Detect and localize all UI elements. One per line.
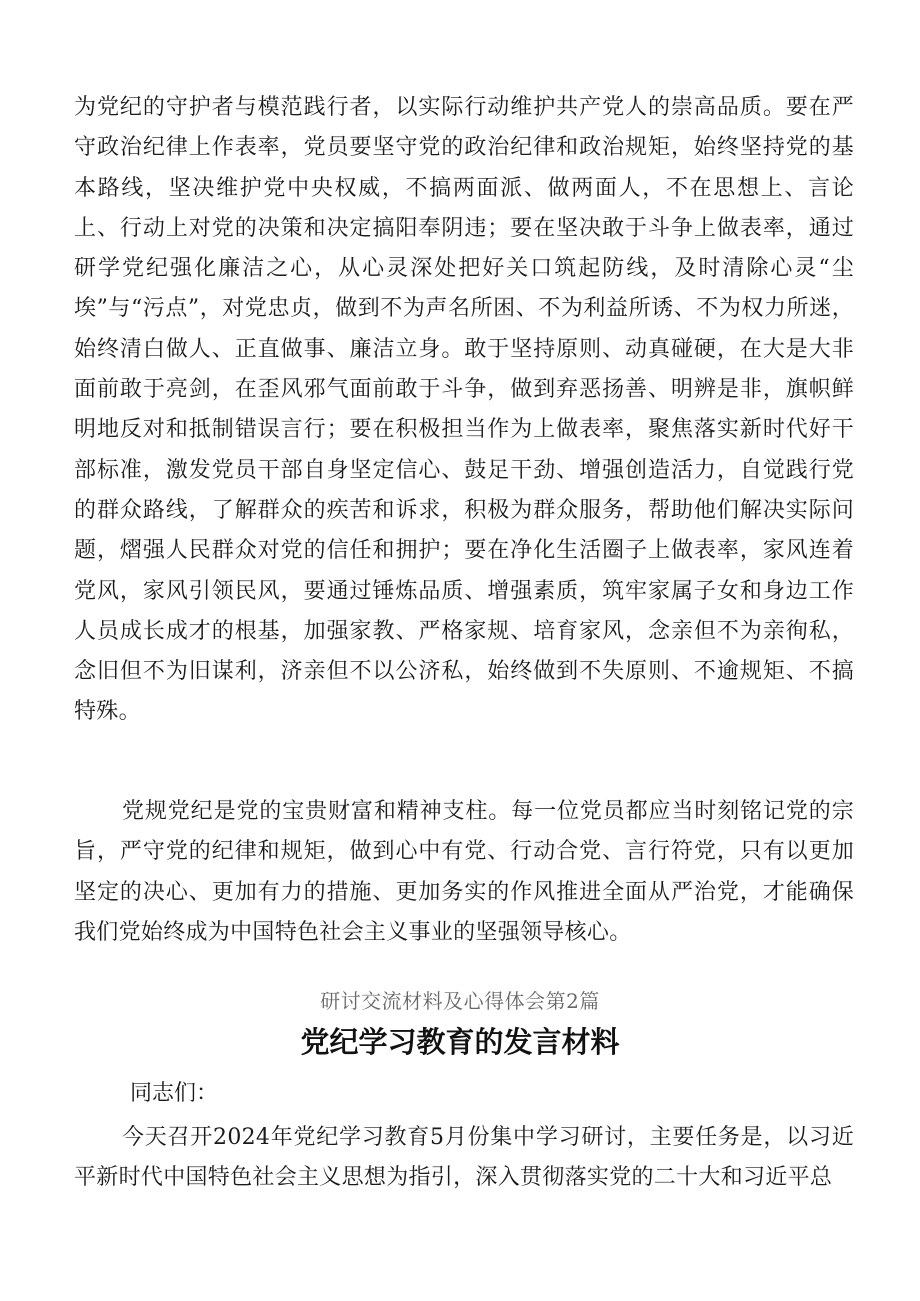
section-heading: 研讨交流材料及心得体会第2篇	[320, 989, 600, 1013]
salutation: 同志们：	[130, 1081, 219, 1106]
body-paragraph-1: 为党纪的守护者与模范践行者，以实际行动维护共产党人的崇高品质。要在严守政治纪律上作表率，党员要坚守党的政治纪律和政治规矩，始终坚持党的基本路线，坚决维护党中央权威，不搞两面派、做两面人，不在思想上、言论上、行动上对党的决策和决定搞阳奉阴违；要在坚决敢于斗争上做表率，通过研学党纪强化廉洁之心，从心灵深处把好关口筑起防线，及时清除心灵“尘埃”与“污点”，对党忠贞，做到不为声名所困、不为利益所诱、不为权力所迷，始终清白做人、正直做事、廉洁立身。敢于坚持原则、动真碰硬，在大是大非面前敢于亮剑，在歪风邪气面前敢于斗争，做到弃恶扬善、明辨是非，旗帜鲜明地反对和抵制错误言行；要在积极担当作为上做表率，聚焦落实新时代好干部标准，激发党员干部自身坚定信心、鼓足干劲、增强创造活力，自觉践行党的群众路线，了解群众的疾苦和诉求，积极为群众服务，帮助他们解决实际问题，熠强人民群众对党的信任和拥护；要在净化生活圈子上做表率，家风连着党风，家风引领民风，要通过锤炼品质、增强素质，筑牢家属子女和身边工作人员成长成才的根基，加强家教、严格家规、培育家风，念亲但不为亲徇私，念旧但不为旧谋利，济亲但不以公济私，始终做到不失原则、不逾规矩、不搞特殊。	[74, 95, 854, 725]
document-title: 党纪学习教育的发言材料	[300, 1025, 620, 1059]
body-paragraph-3: 今天召开2024年党纪学习教育5月份集中学习研讨，主要任务是，以习近平新时代中国特色社会主义思想为指引，深入贯彻落实党的二十大和习近平总	[74, 1125, 854, 1191]
body-paragraph-2: 党规党纪是党的宝贵财富和精神支柱。每一位党员都应当时刻铭记党的宗旨，严守党的纪律和规矩，做到心中有党、行动合党、言行符党，只有以更加坚定的决心、更加有力的措施、更加务实的作风推进全面从严治党，才能确保我们党始终成为中国特色社会主义事业的坚强领导核心。	[74, 799, 854, 945]
